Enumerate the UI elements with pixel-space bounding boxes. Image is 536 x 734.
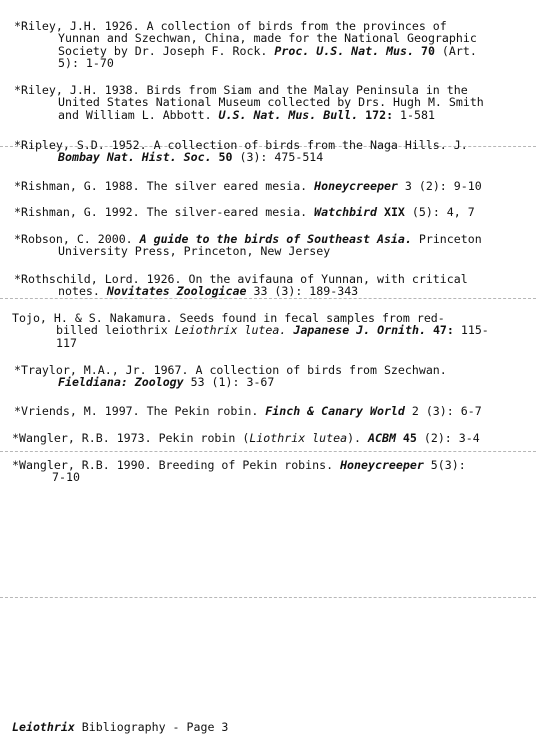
volume-number: 45 bbox=[395, 431, 417, 445]
entry-line bbox=[14, 151, 536, 163]
journal-title: Bombay Nat. Hist. Soc. bbox=[58, 150, 212, 165]
entry-text: *Robson, C. 2000. bbox=[14, 232, 140, 246]
journal-title: U.S. Nat. Mus. Bull. bbox=[218, 107, 359, 122]
journal-title: Fieldiana: Zoology bbox=[58, 375, 184, 390]
entry-text: ). bbox=[347, 431, 369, 445]
entry-text: 2 (3): 6-7 bbox=[404, 404, 482, 418]
journal-title: ACBM bbox=[368, 431, 396, 445]
entry-line bbox=[14, 405, 536, 417]
entry-line: 5): 1-70 bbox=[58, 56, 114, 71]
entry-line: Tojo, H. & S. Nakamura. Seeds found in fecal samples from red- bbox=[12, 311, 445, 325]
volume-number: 47: bbox=[425, 323, 454, 338]
bibliography-entry-ripley-1952 bbox=[14, 139, 536, 164]
entry-text: billed leiothrix bbox=[56, 323, 175, 338]
entry-line: 7-10 bbox=[52, 470, 80, 485]
entry-text: Princeton bbox=[411, 232, 482, 246]
entry-line bbox=[12, 432, 536, 444]
entry-text: *Rishman, G. 1988. The silver eared mesia. bbox=[14, 179, 315, 193]
bibliography-entry-vriends-1997 bbox=[14, 405, 536, 417]
bibliography-entry-rothschild-1926 bbox=[14, 273, 536, 298]
entry-text: 3 (2): 9-10 bbox=[397, 179, 482, 193]
bibliography-entry-riley-1926 bbox=[14, 20, 536, 70]
footer-genus: Leiothrix bbox=[12, 720, 75, 734]
entry-text: *Wangler, R.B. 1990. Breeding of Pekin robins. bbox=[12, 458, 341, 472]
bibliography-entry-wangler-1990 bbox=[12, 459, 536, 484]
species-name: Leiothrix lutea. bbox=[174, 323, 287, 338]
entry-line bbox=[14, 109, 536, 121]
bibliography-entry-rishman-1992 bbox=[14, 206, 536, 218]
entry-text: *Vriends, M. 1997. The Pekin robin. bbox=[14, 404, 266, 418]
journal-title: Novitates Zoologicae bbox=[106, 284, 247, 299]
entry-text: notes. bbox=[58, 284, 107, 299]
journal-title: Watchbird bbox=[314, 205, 377, 219]
volume-number: 70 bbox=[414, 43, 435, 58]
entry-line bbox=[12, 324, 536, 336]
entry-text: 53 (1): 3-67 bbox=[183, 375, 275, 390]
entry-text: 33 (3): 189-343 bbox=[246, 284, 359, 299]
journal-title: Japanese J. Ornith. bbox=[293, 323, 426, 338]
entry-text: Society by Dr. Joseph F. Rock. bbox=[58, 43, 275, 58]
scan-artifact-line bbox=[0, 298, 536, 299]
entry-line bbox=[14, 206, 536, 218]
entry-text: *Wangler, R.B. 1973. Pekin robin ( bbox=[12, 431, 250, 445]
volume-number: 172: bbox=[358, 107, 394, 122]
entry-text: (2): 3-4 bbox=[416, 431, 480, 445]
entry-text: 1-581 bbox=[393, 107, 435, 122]
bibliography-entry-traylor-1967 bbox=[14, 364, 536, 389]
entry-line bbox=[12, 459, 536, 471]
journal-title: Proc. U.S. Nat. Mus. bbox=[274, 43, 414, 58]
entry-text: 5(3): bbox=[423, 458, 466, 472]
entry-line bbox=[14, 285, 536, 297]
entry-text: (3): 475-514 bbox=[232, 150, 324, 165]
bibliography-entry-tojo bbox=[12, 312, 536, 349]
species-name: Liothrix lutea bbox=[249, 431, 348, 445]
entry-text: (Art. bbox=[434, 43, 477, 58]
entry-text: and William L. Abbott. bbox=[58, 107, 219, 122]
entry-line: 117 bbox=[56, 335, 77, 350]
entry-line: *Traylor, M.A., Jr. 1967. A collection of birds from Szechwan. bbox=[14, 363, 447, 377]
entry-line bbox=[14, 180, 536, 192]
entry-line: *Ripley, S.D. 1952. A collection of birds from the Naga Hills. J. bbox=[14, 138, 468, 152]
journal-title: Honeycreeper bbox=[314, 179, 398, 193]
journal-title: Finch & Canary World bbox=[265, 404, 405, 418]
bibliography-entry-rishman-1988 bbox=[14, 180, 536, 192]
entry-text: (5): 4, 7 bbox=[404, 205, 475, 219]
entry-line: *Rothschild, Lord. 1926. On the avifauna of Yunnan, with critical bbox=[14, 272, 468, 286]
scan-artifact-line bbox=[0, 451, 536, 452]
entry-line: *Riley, J.H. 1938. Birds from Siam and the Malay Peninsula in the bbox=[14, 83, 468, 97]
entry-line bbox=[14, 376, 536, 388]
scan-artifact-line bbox=[0, 597, 536, 598]
volume-number: 50 bbox=[211, 150, 233, 165]
bibliography-entry-robson-2000 bbox=[14, 233, 536, 258]
journal-title: Honeycreeper bbox=[340, 458, 424, 472]
entry-text: 115- bbox=[453, 323, 489, 338]
entry-line: Yunnan and Szechwan, China, made for the National Geographic bbox=[58, 31, 477, 46]
bibliography-entry-riley-1938 bbox=[14, 84, 536, 121]
footer-text: Bibliography - Page 3 bbox=[74, 720, 229, 734]
volume-number: XIX bbox=[376, 205, 405, 219]
bibliography-entry-wangler-1973 bbox=[12, 432, 536, 444]
entry-line: University Press, Princeton, New Jersey bbox=[58, 244, 331, 259]
entry-line: *Riley, J.H. 1926. A collection of birds from the provinces of bbox=[14, 19, 447, 33]
entry-line: United States National Museum collected by Drs. Hugh M. Smith bbox=[58, 95, 484, 110]
book-title: A guide to the birds of Southeast Asia. bbox=[139, 232, 412, 246]
entry-text: *Rishman, G. 1992. The silver-eared mesia. bbox=[14, 205, 315, 219]
